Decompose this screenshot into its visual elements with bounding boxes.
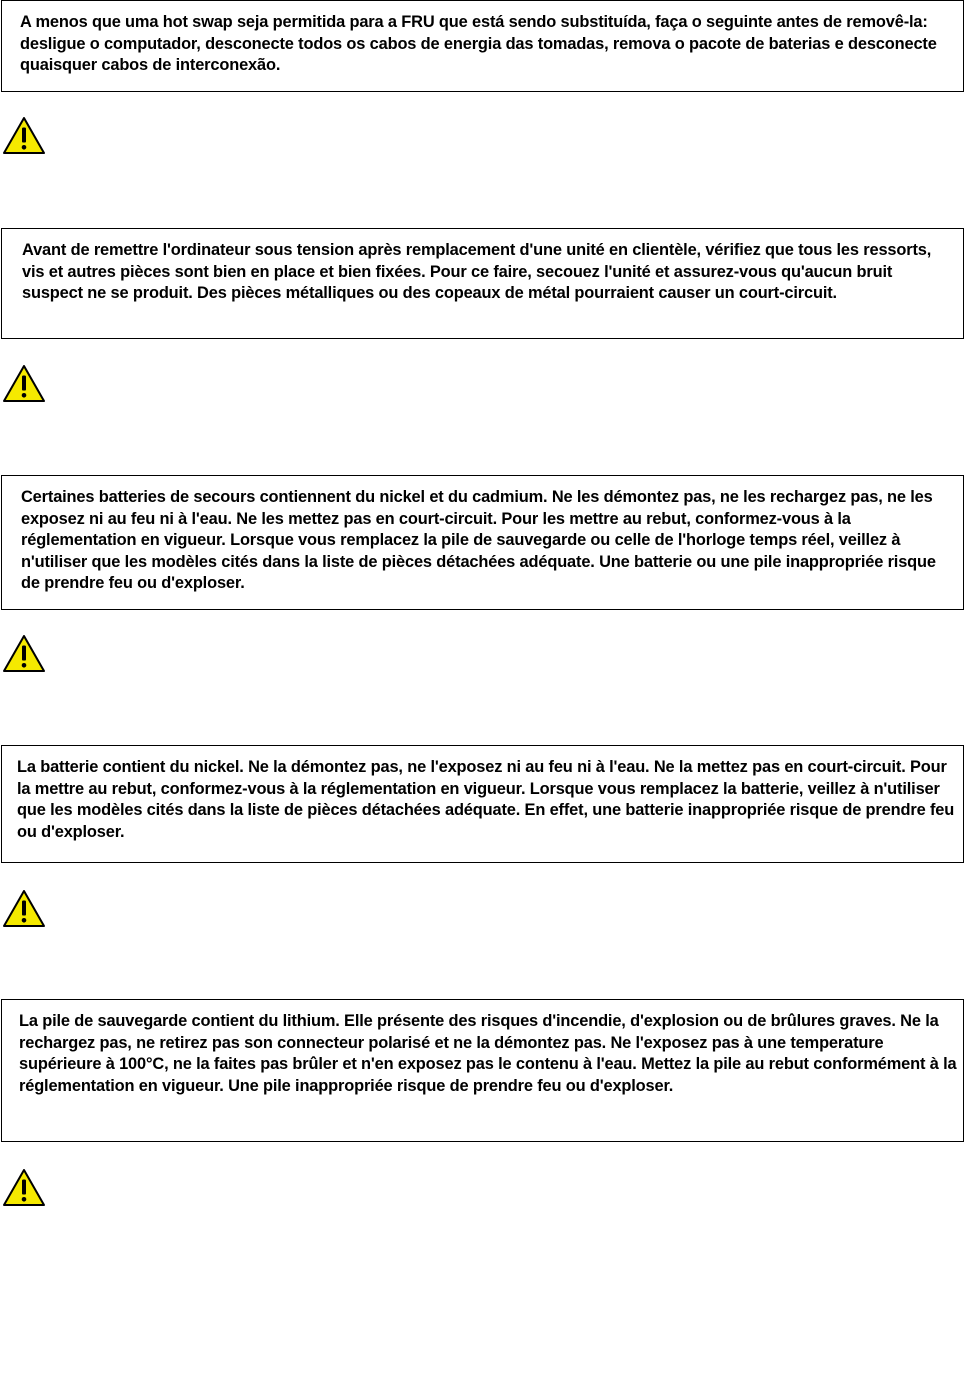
notice-text: La batterie contient du nickel. Ne la démontez pas, ne l'exposez ni au feu ni à l'eau. Ne la mettez pas en court-circuit. Pour la mettre au rebut, conformez-vous à la réglementation en vigueur. Lorsque vous remplacez la batterie, veillez à n'utiliser que les modèles cités dans la liste de pièces détachées adéquate. En effet, une batterie inappropriée risque de prendre feu ou d'exploser.: [17, 758, 955, 841]
warning-triangle-icon: [2, 1168, 46, 1208]
notice-box-2: [1, 228, 964, 339]
notice-text: A menos que uma hot swap seja permitida para a FRU que está sendo substituída, faça o seguinte antes de removê-la: desligue o computador, desconecte todos os cabos de energia das tomadas, remova o pacote de baterias e desconecte quaisquer cabos de interconexão.: [20, 13, 937, 75]
warning-triangle-icon: [2, 364, 46, 404]
notice-text: Avant de remettre l'ordinateur sous tension après remplacement d'une unité en clientèle, vérifiez que tous les ressorts, vis et autres pièces sont bien en place et bien fixées. Pour ce faire, secouez l'unité et assurez-vous qu'aucun bruit suspect ne se produit. Des pièces métalliques ou des copeaux de métal pourraient causer un court-circuit.: [22, 241, 932, 303]
notice-box-3: [1, 475, 964, 610]
notice-text: Certaines batteries de secours contiennent du nickel et du cadmium. Ne les démontez pas, ne les rechargez pas, ne les exposez ni au feu ni à l'eau. Ne les mettez pas en court-circuit. Pour les mettre au rebut, conformez-vous à la réglementation en vigueur. Lorsque vous remplacez la pile de sauvegarde ou celle de l'horloge temps réel, veillez à n'utiliser que les modèles cités dans la liste de pièces détachées adéquate. Une batterie ou une pile inappropriée risque de prendre feu ou d'exploser.: [21, 488, 936, 593]
notice-box-5: [1, 999, 964, 1142]
notice-text: La pile de sauvegarde contient du lithium. Elle présente des risques d'incendie, d'explosion ou de brûlures graves. Ne la rechargez pas, ne retirez pas son connecteur polarisé et ne la démontez pas. Ne l'exposez pas à une temperature supérieure à 100°C, ne la faites pas brûler et n'en exposez pas le contenu à l'eau. Mettez la pile au rebut conformément à la réglementation en vigueur. Une pile inappropriée risque de prendre feu ou d'exploser.: [19, 1012, 957, 1095]
notice-box-4: [1, 745, 964, 863]
notice-box-1: [1, 0, 964, 92]
warning-triangle-icon: [2, 634, 46, 674]
warning-triangle-icon: [2, 116, 46, 156]
warning-triangle-icon: [2, 889, 46, 929]
